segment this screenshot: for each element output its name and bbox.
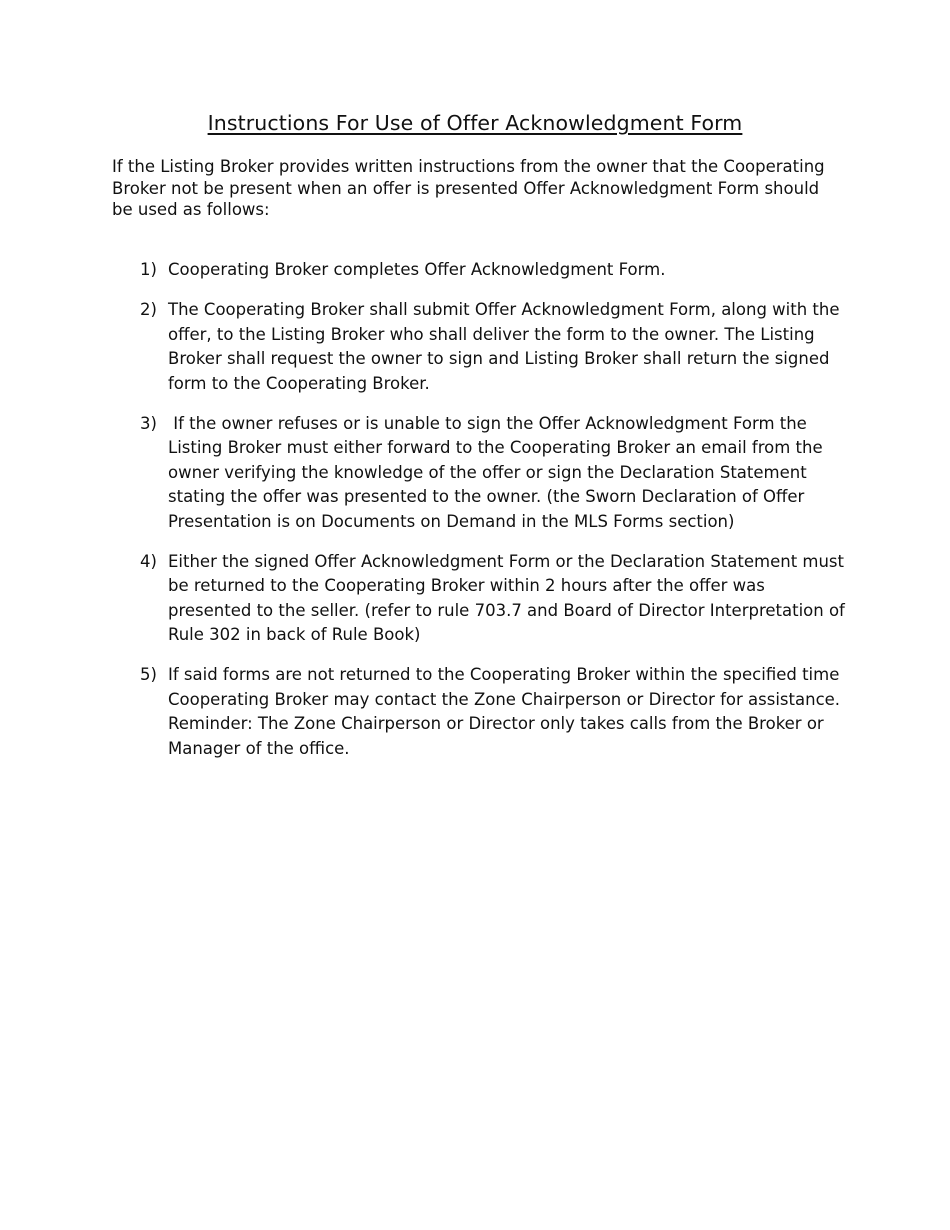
- list-item-text: Either the signed Offer Acknowledgment Form or the Declaration Statement must be returned to the Cooperating Broker within 2 hours after the offer was presented to the seller. (refer to rule 703.7 and Board of Director Interpretation of Rule 302 in back of Rule Book): [168, 551, 845, 644]
- list-item-text: Cooperating Broker completes Offer Acknowledgment Form.: [168, 260, 666, 279]
- list-item-text: If the owner refuses or is unable to sign the Offer Acknowledgment Form the Listing Broker must either forward to the Cooperating Broker an email from the owner verifying the knowledge of the offer or sign the Declaration Statement stating the offer was presented to the owner. (the Sworn Declaration of Offer Presentation is on Documents on Demand in the MLS Forms section): [168, 413, 823, 531]
- intro-paragraph: If the Listing Broker provides written instructions from the owner that the Cooperating Broker not be present when an offer is presented Offer Acknowledgment Form should be used as follows:: [112, 157, 825, 219]
- list-item: [140, 298, 850, 396]
- list-item-number: 5): [140, 665, 157, 684]
- list-item: [140, 412, 850, 535]
- list-item-number: 3): [140, 413, 157, 433]
- list-item-text: If said forms are not returned to the Cooperating Broker within the specified time Cooperating Broker may contact the Zone Chairperson or Director for assistance. Reminder: The Zone Chairperson or Director only takes calls from the Broker or Manager of the office.: [168, 665, 841, 758]
- list-item-number: 4): [140, 551, 157, 571]
- list-item-number: 2): [140, 300, 157, 319]
- list-item-text: The Cooperating Broker shall submit Offer Acknowledgment Form, along with the offer, to the Listing Broker who shall deliver the form to the owner. The Listing Broker shall request the owner to sign and Listing Broker shall return the signed form to the Cooperating Broker.: [168, 300, 840, 393]
- list-item: [140, 550, 850, 648]
- page-title: Instructions For Use of Offer Acknowledgment Form: [207, 111, 743, 135]
- list-item: [140, 258, 850, 283]
- list-item-number: 1): [140, 260, 157, 279]
- instruction-list: [140, 258, 850, 777]
- list-item: [140, 663, 850, 761]
